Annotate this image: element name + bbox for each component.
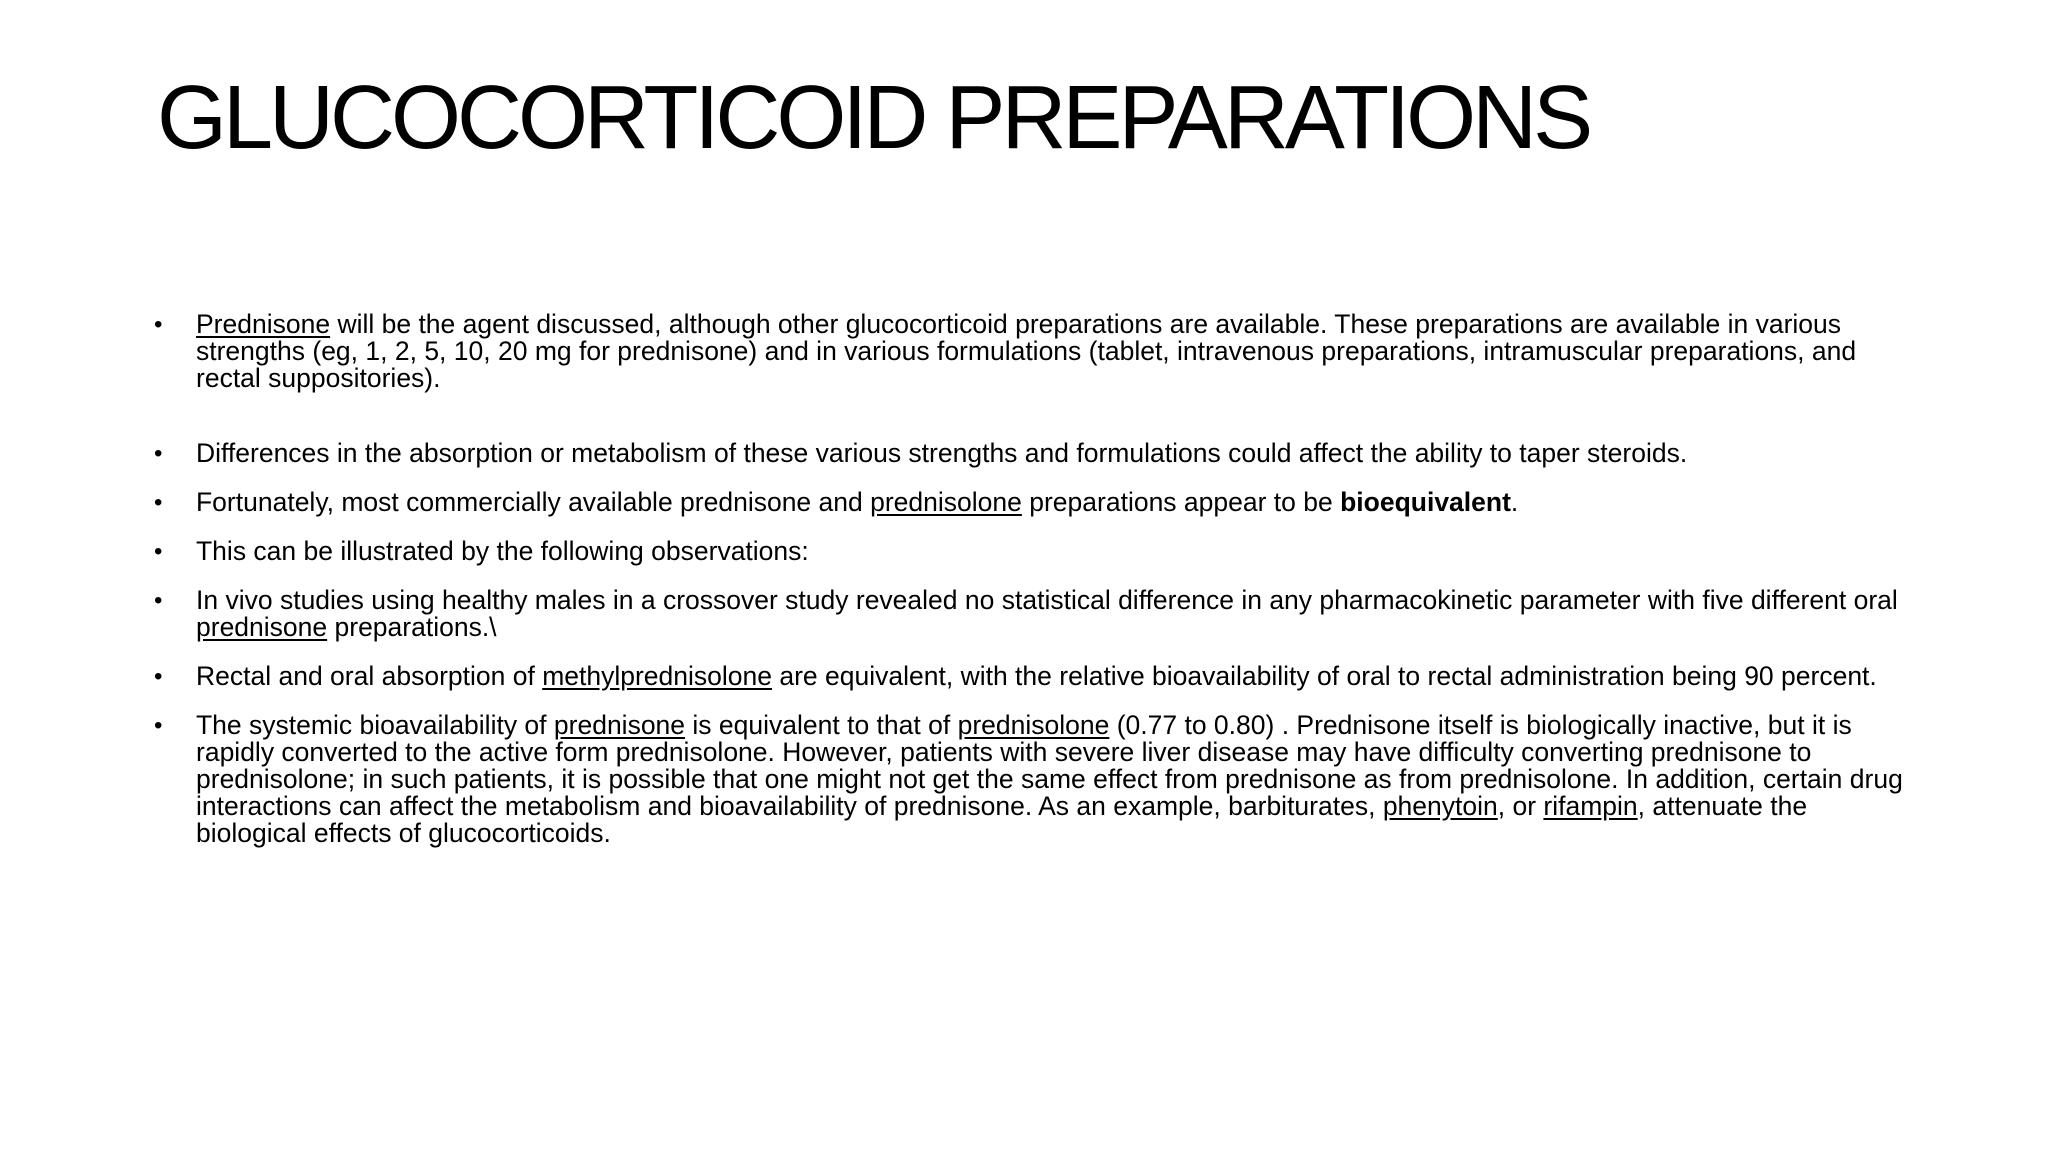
bullet-dot-icon: • [154, 587, 163, 614]
bullet-item [150, 440, 1910, 467]
text-run: is equivalent to that of [685, 710, 958, 740]
bullet-text [196, 440, 1910, 467]
drug-link-prednisone: prednisone [196, 612, 328, 642]
bullet-item [150, 311, 1910, 392]
text-run: In vivo studies using healthy males in a crossover study revealed no statistical difference in any pharmacokinetic parameter with five different oral [196, 585, 1898, 615]
bullet-dot-icon: • [154, 663, 163, 690]
text-run: Fortunately, most commercially available prednisone and [196, 487, 871, 517]
text-run: preparations.\ [327, 612, 497, 642]
drug-link-prednisolone: prednisolone [870, 487, 1022, 517]
text-run: (0.77 to 0.80) . Prednisone itself is biologically inactive, but it is rapidly converted to the active form prednisolone. However, patients with severe liver disease may have difficulty converting prednisone to prednisolone; in such patients, it is possible that one might not get the same effect from prednisone as from prednisolone. In addition, certain drug interactions can affect the metabolism and bioavailability of prednisone. As an example, barbiturates, [196, 710, 1903, 821]
bullet-dot-icon: • [154, 538, 163, 565]
bullet-text [196, 712, 1910, 847]
text-run: . [1510, 487, 1519, 517]
text-run: , or [1497, 791, 1544, 821]
drug-link-prednisolone: prednisolone [957, 710, 1110, 740]
bullet-item [150, 538, 1910, 565]
slide-title: GLUCOCORTICOID PREPARATIONS [157, 68, 1590, 168]
text-run: Rectal and oral absorption of [196, 661, 543, 691]
text-run: , attenuate the biological effects of glucocorticoids. [196, 791, 1808, 848]
bullet-dot-icon: • [154, 712, 163, 739]
bullet-item [150, 489, 1910, 516]
drug-link-prednisone: prednisone [553, 710, 686, 740]
bullet-text [196, 311, 1910, 392]
drug-link-methylprednisolone: methylprednisolone [542, 661, 772, 691]
bullet-dot-icon: • [154, 440, 163, 467]
text-run: Differences in the absorption or metabolism of these various strengths and formulations could affect the ability to taper steroids. [196, 438, 1688, 468]
drug-link-phenytoin: phenytoin [1382, 791, 1498, 821]
bullet-item [150, 587, 1910, 641]
text-run: are equivalent, with the relative bioavailability of oral to rectal administration being 90 percent. [772, 661, 1877, 691]
bullet-item [150, 663, 1910, 690]
bullet-text [196, 489, 1910, 516]
bullet-dot-icon: • [154, 311, 163, 338]
bullet-text [196, 538, 1910, 565]
bullet-item [150, 712, 1910, 847]
bullet-text [196, 663, 1910, 690]
bullet-text [196, 587, 1910, 641]
drug-link-prednisone: Prednisone [196, 309, 331, 339]
emphasis-bioequivalent: bioequivalent [1340, 487, 1511, 517]
bullet-dot-icon: • [154, 489, 163, 516]
text-run: The systemic bioavailability of [196, 710, 554, 740]
drug-link-rifampin: rifampin [1543, 791, 1638, 821]
bullet-list [150, 311, 1910, 869]
text-run: preparations appear to be [1021, 487, 1341, 517]
text-run: This can be illustrated by the following observations: [196, 536, 809, 566]
text-run: will be the agent discussed, although other glucocorticoid preparations are available. These preparations are available in various strengths (eg, 1, 2, 5, 10, 20 mg for prednisone) and in various formulations (tablet, intravenous preparations, intramuscular preparations, and rectal suppositories). [196, 309, 1857, 393]
